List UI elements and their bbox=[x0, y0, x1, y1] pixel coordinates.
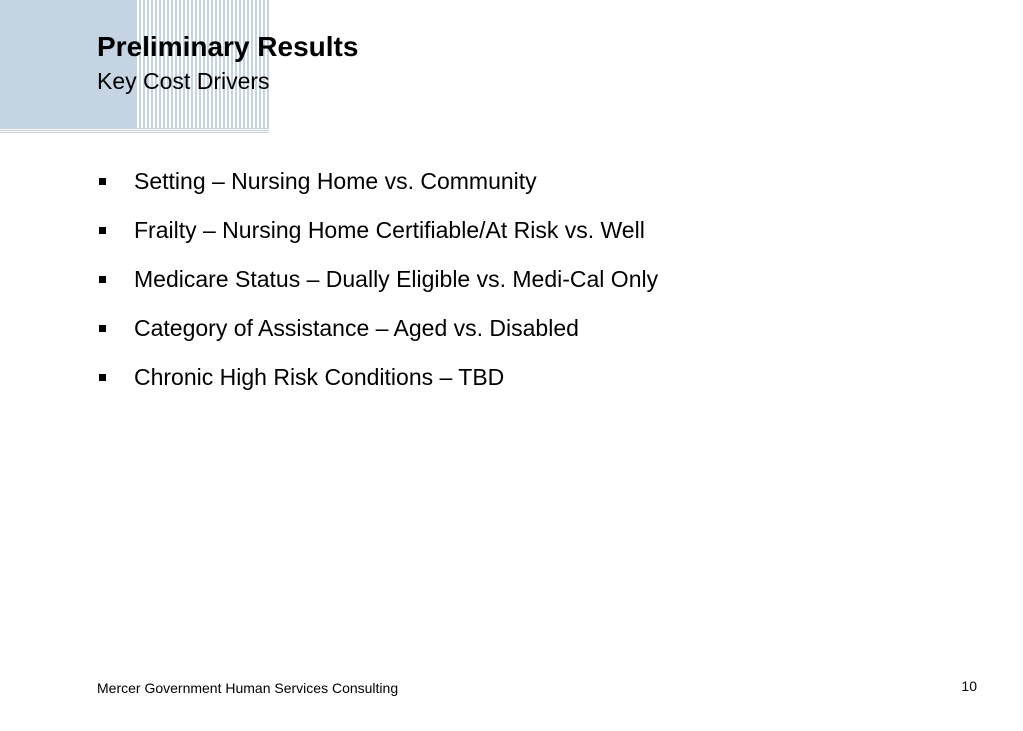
page-subtitle: Key Cost Drivers bbox=[97, 68, 270, 94]
corner-decoration-block bbox=[0, 0, 135, 134]
bullet-text: Medicare Status – Dually Eligible vs. Medi-Cal Only bbox=[134, 266, 659, 292]
page-number: 10 bbox=[961, 678, 977, 694]
bullet-text: Frailty – Nursing Home Certifiable/At Risk vs. Well bbox=[134, 217, 645, 243]
square-bullet-icon bbox=[99, 227, 106, 234]
square-bullet-icon bbox=[99, 325, 106, 332]
square-bullet-icon bbox=[99, 178, 106, 185]
bullet-text: Category of Assistance – Aged vs. Disabled bbox=[134, 315, 579, 341]
corner-decoration-stripes bbox=[135, 0, 269, 134]
bullet-text: Setting – Nursing Home vs. Community bbox=[134, 168, 537, 194]
square-bullet-icon bbox=[99, 374, 106, 381]
page-title: Preliminary Results bbox=[97, 31, 359, 62]
corner-decoration-hatch bbox=[0, 128, 269, 134]
footer-company: Mercer Government Human Services Consulting bbox=[97, 680, 399, 696]
bullet-text: Chronic High Risk Conditions – TBD bbox=[134, 364, 505, 390]
square-bullet-icon bbox=[99, 276, 106, 283]
